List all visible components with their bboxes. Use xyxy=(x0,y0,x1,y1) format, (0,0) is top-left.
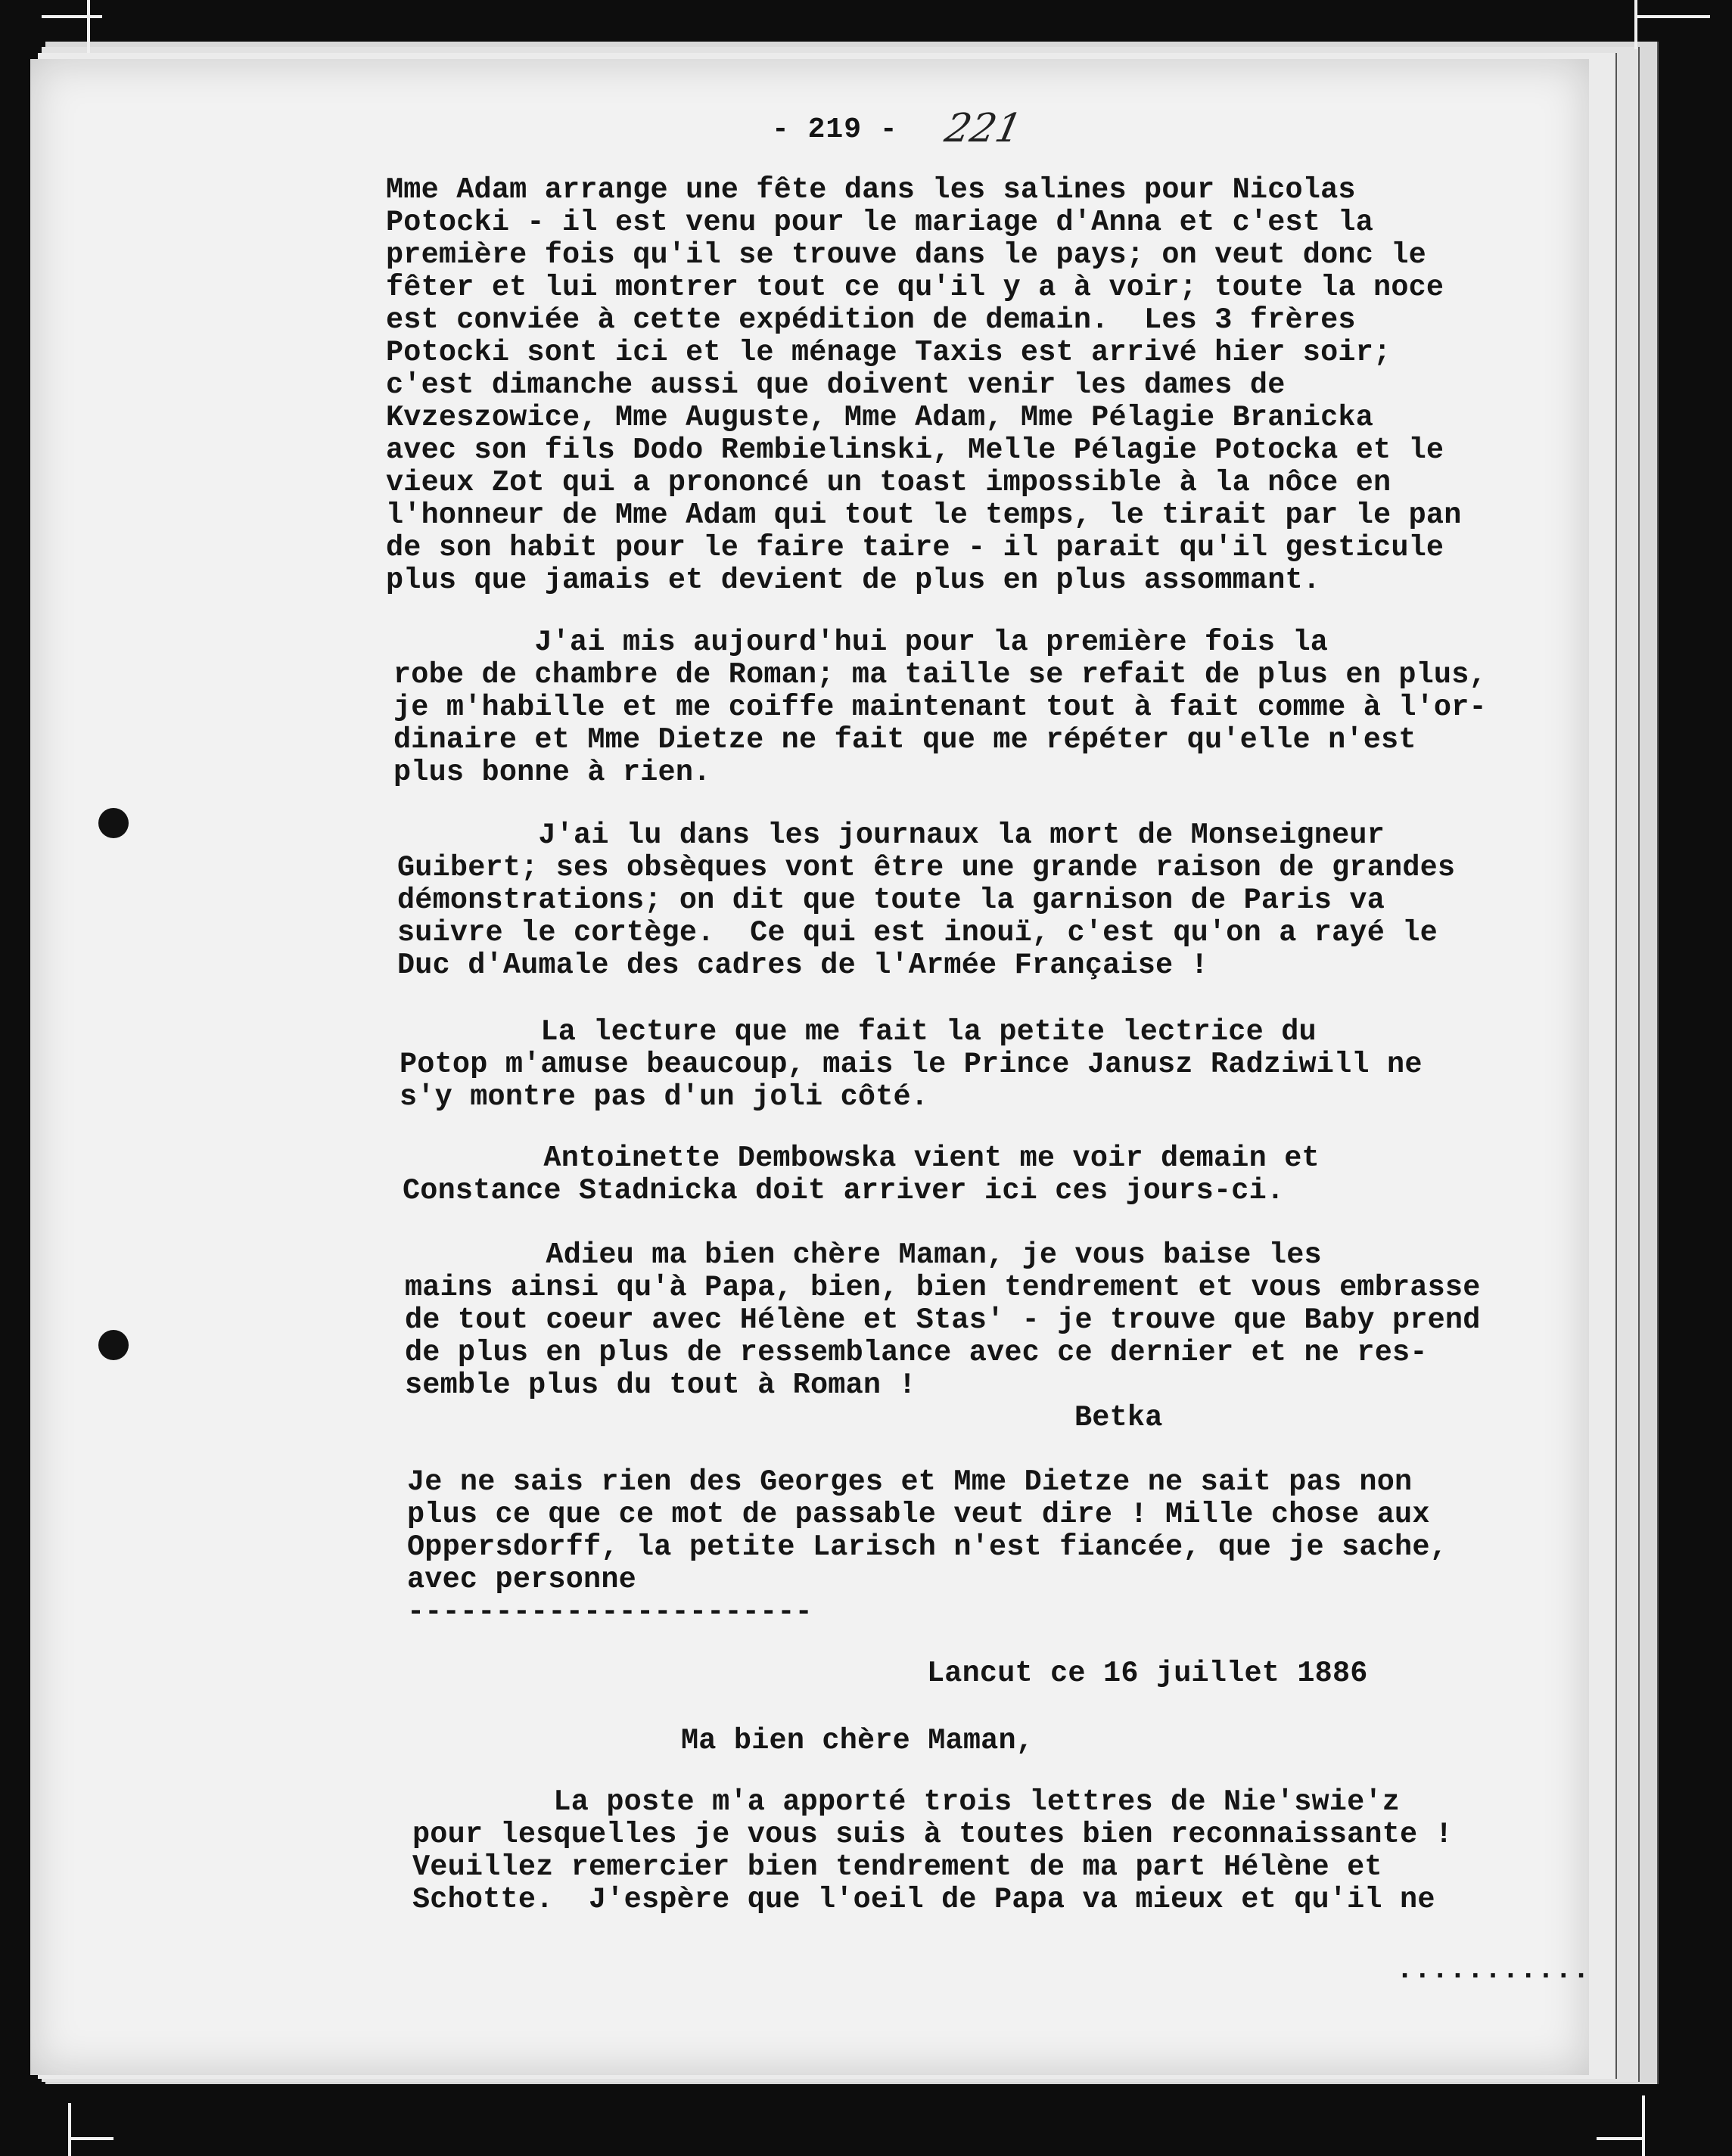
text-line: Adieu ma bien chère Maman, je vous baise les xyxy=(405,1238,1322,1272)
text-line: Je ne sais rien des Georges et Mme Dietze ne sait pas non xyxy=(407,1465,1413,1499)
text-line: Schotte. J'espère que l'oeil de Papa va mieux et qu'il ne xyxy=(412,1883,1435,1916)
text-line: je m'habille et me coiffe maintenant tout à fait comme à l'or- xyxy=(393,691,1487,724)
text-line: Potocki sont ici et le ménage Taxis est arrivé hier soir; xyxy=(386,336,1392,369)
handwritten-page-number: 221 xyxy=(941,106,1026,151)
text-line: Oppersdorff, la petite Larisch n'est fiancée, que je sache, xyxy=(407,1530,1447,1564)
text-line: robe de chambre de Roman; ma taille se refait de plus en plus, xyxy=(393,658,1487,691)
page-number: - 219 - xyxy=(772,113,898,146)
text-line: vieux Zot qui a prononcé un toast impossible à la nôce en xyxy=(386,466,1392,499)
text-line: s'y montre pas d'un joli côté. xyxy=(400,1080,929,1114)
continuation-mark: ........... xyxy=(1396,1953,1591,1987)
text-line: J'ai mis aujourd'hui pour la première fois la xyxy=(393,626,1329,659)
dateline: Lancut ce 16 juillet 1886 xyxy=(927,1657,1368,1690)
salutation: Ma bien chère Maman, xyxy=(681,1724,1034,1757)
text-line: Duc d'Aumale des cadres de l'Armée Française ! xyxy=(397,949,1208,982)
text-line: Constance Stadnicka doit arriver ici ces jours-ci. xyxy=(403,1174,1285,1207)
text-line: mains ainsi qu'à Papa, bien, bien tendrement et vous embrasse xyxy=(405,1271,1481,1304)
text-line: fêter et lui montrer tout ce qu'il y a à voir; toute la noce xyxy=(386,271,1444,304)
text-line: La lecture que me fait la petite lectrice du xyxy=(400,1015,1317,1048)
text-line: l'honneur de Mme Adam qui tout le temps, le tirait par le pan xyxy=(386,499,1462,532)
text-line: est conviée à cette expédition de demain. Les 3 frères xyxy=(386,303,1356,337)
text-line: Potocki - il est venu pour le mariage d'Anna et c'est la xyxy=(386,206,1374,239)
separator-line: ----------------------- xyxy=(407,1595,813,1629)
text-line: avec son fils Dodo Rembielinski, Melle Pélagie Potocka et le xyxy=(386,433,1444,467)
text-line: semble plus du tout à Roman ! xyxy=(405,1368,916,1402)
signature: Betka xyxy=(1074,1401,1163,1434)
text-line: Veuillez remercier bien tendrement de ma part Hélène et xyxy=(412,1850,1382,1884)
text-line: Kvzeszowice, Mme Auguste, Mme Adam, Mme Pélagie Branicka xyxy=(386,401,1374,434)
text-line: de tout coeur avec Hélène et Stas' - je trouve que Baby prend xyxy=(405,1303,1481,1337)
text-line: plus que jamais et devient de plus en plus assommant. xyxy=(386,564,1321,597)
text-line: de son habit pour le faire taire - il parait qu'il gesticule xyxy=(386,531,1444,564)
text-line: plus ce que ce mot de passable veut dire ! Mille chose aux xyxy=(407,1498,1430,1531)
text-line: Potop m'amuse beaucoup, mais le Prince Janusz Radziwill ne xyxy=(400,1048,1423,1081)
text-line: première fois qu'il se trouve dans le pays; on veut donc le xyxy=(386,238,1426,272)
text-line: pour lesquelles je vous suis à toutes bien reconnaissante ! xyxy=(412,1818,1453,1851)
text-line: Antoinette Dembowska vient me voir demain et xyxy=(403,1142,1320,1175)
text-line: de plus en plus de ressemblance avec ce dernier et ne res- xyxy=(405,1336,1428,1369)
text-line: Mme Adam arrange une fête dans les salines pour Nicolas xyxy=(386,173,1356,207)
text-line: démonstrations; on dit que toute la garnison de Paris va xyxy=(397,884,1385,917)
text-line: La poste m'a apporté trois lettres de Nie'swie'z xyxy=(412,1785,1401,1819)
text-line: avec personne xyxy=(407,1563,636,1596)
text-line: suivre le cortège. Ce qui est inouï, c'est qu'on a rayé le xyxy=(397,916,1438,949)
text-line: J'ai lu dans les journaux la mort de Monseigneur xyxy=(397,819,1385,852)
text-line: plus bonne à rien. xyxy=(393,756,711,789)
text-line: dinaire et Mme Dietze ne fait que me répéter qu'elle n'est xyxy=(393,723,1416,756)
text-line: Guibert; ses obsèques vont être une grande raison de grandes xyxy=(397,851,1456,884)
text-line: c'est dimanche aussi que doivent venir les dames de xyxy=(386,368,1286,402)
